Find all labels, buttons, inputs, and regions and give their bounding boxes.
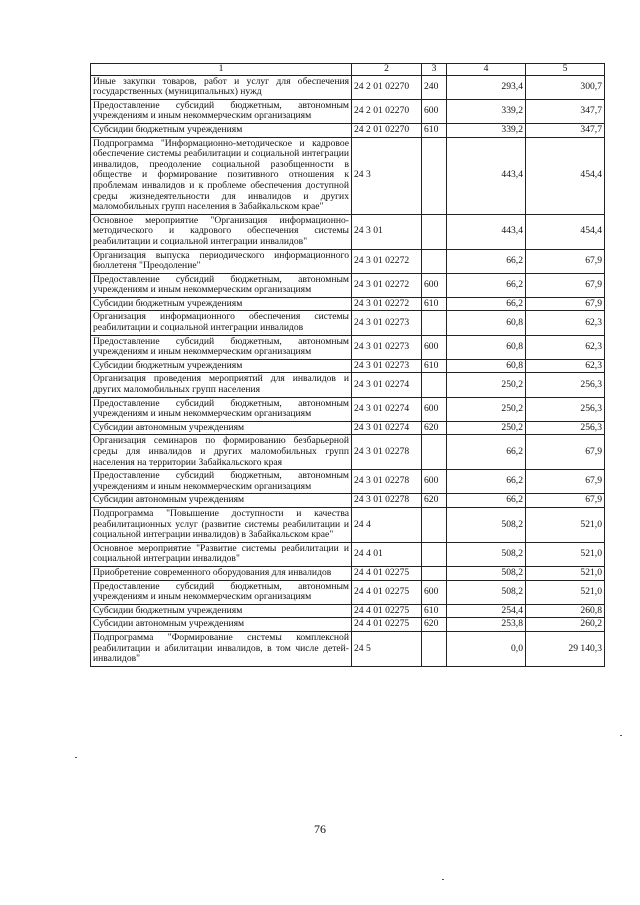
table-row — [91, 542, 605, 566]
row-amount-col5: 29 140,3 — [526, 631, 605, 666]
row-amount-col4: 66,2 — [447, 494, 526, 508]
row-name: Предоставление субсидий бюджетным, автономным учреждениям и иным некоммерческим организациям — [91, 397, 352, 421]
row-expense-type: 620 — [422, 421, 447, 435]
row-amount-col4: 339,2 — [447, 99, 526, 123]
header-col-1: 1 — [91, 64, 352, 76]
table-row — [91, 75, 605, 99]
row-name: Субсидии бюджетным учреждениям — [91, 123, 352, 137]
row-expense-type — [422, 631, 447, 666]
scan-speck — [442, 879, 444, 880]
row-expense-type — [422, 542, 447, 566]
row-expense-type: 610 — [422, 123, 447, 137]
row-target-code: 24 4 01 02275 — [352, 566, 422, 580]
row-expense-type — [422, 373, 447, 397]
row-expense-type: 620 — [422, 618, 447, 632]
budget-table — [90, 63, 605, 667]
row-target-code: 24 5 — [352, 631, 422, 666]
row-amount-col4: 508,2 — [447, 566, 526, 580]
row-expense-type: 610 — [422, 297, 447, 311]
row-amount-col4: 250,2 — [447, 421, 526, 435]
row-name: Организация семинаров по формированию безбарьерной среды для инвалидов и других маломобильных групп населения на территории Забайкальского края — [91, 435, 352, 470]
row-target-code: 24 4 01 02275 — [352, 604, 422, 618]
scan-speck — [75, 757, 77, 758]
table-row — [91, 604, 605, 618]
header-col-3: 3 — [422, 64, 447, 76]
page-number: 76 — [314, 822, 326, 836]
row-target-code: 24 4 01 02275 — [352, 580, 422, 604]
table-row — [91, 631, 605, 666]
row-target-code: 24 3 01 02274 — [352, 373, 422, 397]
row-target-code: 24 3 01 02273 — [352, 335, 422, 359]
row-expense-type: 600 — [422, 273, 447, 297]
row-expense-type: 600 — [422, 99, 447, 123]
row-expense-type — [422, 137, 447, 214]
table-row — [91, 297, 605, 311]
table-row — [91, 566, 605, 580]
row-name: Субсидии автономным учреждениям — [91, 494, 352, 508]
row-target-code: 24 3 01 02278 — [352, 435, 422, 470]
table-row — [91, 359, 605, 373]
row-amount-col5: 260,2 — [526, 618, 605, 632]
row-amount-col4: 66,2 — [447, 297, 526, 311]
row-amount-col4: 443,4 — [447, 137, 526, 214]
row-name: Субсидии автономным учреждениям — [91, 618, 352, 632]
row-expense-type — [422, 435, 447, 470]
row-target-code: 24 3 01 02278 — [352, 470, 422, 494]
row-target-code: 24 3 01 02273 — [352, 359, 422, 373]
row-name: Предоставление субсидий бюджетным, автономным учреждениям и иным некоммерческим организациям — [91, 335, 352, 359]
row-amount-col4: 254,4 — [447, 604, 526, 618]
row-amount-col5: 521,0 — [526, 580, 605, 604]
row-name: Предоставление субсидий бюджетным, автономным учреждениям и иным некоммерческим организациям — [91, 273, 352, 297]
row-name: Подпрограмма "Повышение доступности и качества реабилитационных услуг (развитие системы реабилитации и социальной интеграции инвалидов) в Забайкальском крае" — [91, 507, 352, 542]
header-row — [91, 64, 605, 76]
row-target-code: 24 3 01 02274 — [352, 421, 422, 435]
row-name: Предоставление субсидий бюджетным, автономным учреждениям и иным некоммерческим организациям — [91, 580, 352, 604]
row-expense-type — [422, 214, 447, 249]
row-amount-col4: 253,8 — [447, 618, 526, 632]
table-row — [91, 214, 605, 249]
row-expense-type — [422, 249, 447, 273]
header-col-4: 4 — [447, 64, 526, 76]
row-expense-type: 600 — [422, 335, 447, 359]
row-amount-col5: 67,9 — [526, 297, 605, 311]
row-amount-col5: 67,9 — [526, 494, 605, 508]
row-expense-type — [422, 507, 447, 542]
row-expense-type: 600 — [422, 470, 447, 494]
row-amount-col4: 60,8 — [447, 311, 526, 335]
row-target-code: 24 3 — [352, 137, 422, 214]
row-amount-col5: 62,3 — [526, 311, 605, 335]
row-expense-type: 600 — [422, 580, 447, 604]
row-name: Организация выпуска периодического информационного бюллетеня "Преодоление" — [91, 249, 352, 273]
table-row — [91, 137, 605, 214]
row-target-code: 24 2 01 02270 — [352, 99, 422, 123]
row-name: Субсидии бюджетным учреждениям — [91, 604, 352, 618]
row-amount-col5: 300,7 — [526, 75, 605, 99]
table-row — [91, 421, 605, 435]
row-amount-col5: 521,0 — [526, 507, 605, 542]
row-amount-col4: 66,2 — [447, 435, 526, 470]
row-amount-col4: 60,8 — [447, 359, 526, 373]
row-name: Предоставление субсидий бюджетным, автономным учреждениям и иным некоммерческим организациям — [91, 470, 352, 494]
row-target-code: 24 2 01 02270 — [352, 123, 422, 137]
row-target-code: 24 3 01 02273 — [352, 311, 422, 335]
table-row — [91, 435, 605, 470]
row-target-code: 24 4 01 — [352, 542, 422, 566]
row-name: Организация проведения мероприятий для инвалидов и других маломобильных групп населения — [91, 373, 352, 397]
row-amount-col4: 66,2 — [447, 249, 526, 273]
row-target-code: 24 3 01 — [352, 214, 422, 249]
header-col-5: 5 — [526, 64, 605, 76]
row-name: Организация информационного обеспечения системы реабилитации и социальной интеграции инвалидов — [91, 311, 352, 335]
row-name: Субсидии бюджетным учреждениям — [91, 359, 352, 373]
table-row — [91, 580, 605, 604]
row-amount-col4: 508,2 — [447, 542, 526, 566]
table-row — [91, 494, 605, 508]
table-row — [91, 99, 605, 123]
table-row — [91, 335, 605, 359]
row-expense-type: 240 — [422, 75, 447, 99]
row-amount-col5: 521,0 — [526, 566, 605, 580]
row-expense-type: 600 — [422, 397, 447, 421]
row-target-code: 24 3 01 02272 — [352, 249, 422, 273]
row-amount-col4: 508,2 — [447, 507, 526, 542]
row-target-code: 24 3 01 02272 — [352, 297, 422, 311]
row-amount-col5: 454,4 — [526, 214, 605, 249]
row-amount-col5: 67,9 — [526, 470, 605, 494]
budget-table-body — [91, 64, 605, 667]
table-row — [91, 397, 605, 421]
table-row — [91, 373, 605, 397]
row-target-code: 24 3 01 02278 — [352, 494, 422, 508]
row-amount-col5: 62,3 — [526, 335, 605, 359]
row-amount-col5: 67,9 — [526, 249, 605, 273]
table-row — [91, 249, 605, 273]
header-col-2: 2 — [352, 64, 422, 76]
row-amount-col5: 260,8 — [526, 604, 605, 618]
row-amount-col4: 250,2 — [447, 397, 526, 421]
row-amount-col4: 60,8 — [447, 335, 526, 359]
row-amount-col5: 256,3 — [526, 373, 605, 397]
row-amount-col5: 256,3 — [526, 397, 605, 421]
row-amount-col5: 256,3 — [526, 421, 605, 435]
row-name: Субсидии автономным учреждениям — [91, 421, 352, 435]
row-amount-col5: 67,9 — [526, 273, 605, 297]
row-name: Основное мероприятие "Организация информационно-методического и кадрового обеспечения системы реабилитации и социальной интеграции инвалидов" — [91, 214, 352, 249]
row-amount-col4: 508,2 — [447, 580, 526, 604]
row-expense-type: 610 — [422, 604, 447, 618]
row-expense-type — [422, 566, 447, 580]
row-name: Подпрограмма "Формирование системы комплексной реабилитации и абилитации инвалидов, в том числе детей-инвалидов" — [91, 631, 352, 666]
table-row — [91, 507, 605, 542]
row-amount-col5: 347,7 — [526, 123, 605, 137]
scan-speck — [620, 735, 622, 736]
row-expense-type: 620 — [422, 494, 447, 508]
row-amount-col5: 62,3 — [526, 359, 605, 373]
row-amount-col4: 443,4 — [447, 214, 526, 249]
row-amount-col5: 454,4 — [526, 137, 605, 214]
row-amount-col5: 67,9 — [526, 435, 605, 470]
row-name: Субсидии бюджетным учреждениям — [91, 297, 352, 311]
row-amount-col4: 339,2 — [447, 123, 526, 137]
row-amount-col4: 0,0 — [447, 631, 526, 666]
table-row — [91, 618, 605, 632]
row-expense-type — [422, 311, 447, 335]
row-amount-col5: 347,7 — [526, 99, 605, 123]
row-target-code: 24 4 — [352, 507, 422, 542]
row-amount-col4: 66,2 — [447, 273, 526, 297]
row-name: Приобретение современного оборудования для инвалидов — [91, 566, 352, 580]
row-amount-col4: 66,2 — [447, 470, 526, 494]
row-name: Основное мероприятие "Развитие системы реабилитации и социальной интеграции инвалидов" — [91, 542, 352, 566]
row-name: Подпрограмма "Информационно-методическое и кадровое обеспечение системы реабилитации и социальной интеграции инвалидов, преодоление социальной разобщенности в обществе и формирование позитивного отношения к проблемам инвалидов и к проблеме обеспечения доступной среды жизнедеятельности для инвалидов и других маломобильных групп населения в Забайкальском крае" — [91, 137, 352, 214]
row-expense-type: 610 — [422, 359, 447, 373]
row-name: Предоставление субсидий бюджетным, автономным учреждениям и иным некоммерческим организациям — [91, 99, 352, 123]
row-amount-col5: 521,0 — [526, 542, 605, 566]
table-row — [91, 311, 605, 335]
row-amount-col4: 293,4 — [447, 75, 526, 99]
row-target-code: 24 3 01 02272 — [352, 273, 422, 297]
table-row — [91, 470, 605, 494]
row-target-code: 24 2 01 02270 — [352, 75, 422, 99]
table-row — [91, 273, 605, 297]
row-target-code: 24 3 01 02274 — [352, 397, 422, 421]
row-amount-col4: 250,2 — [447, 373, 526, 397]
row-target-code: 24 4 01 02275 — [352, 618, 422, 632]
row-name: Иные закупки товаров, работ и услуг для обеспечения государственных (муниципальных) нужд — [91, 75, 352, 99]
table-row — [91, 123, 605, 137]
